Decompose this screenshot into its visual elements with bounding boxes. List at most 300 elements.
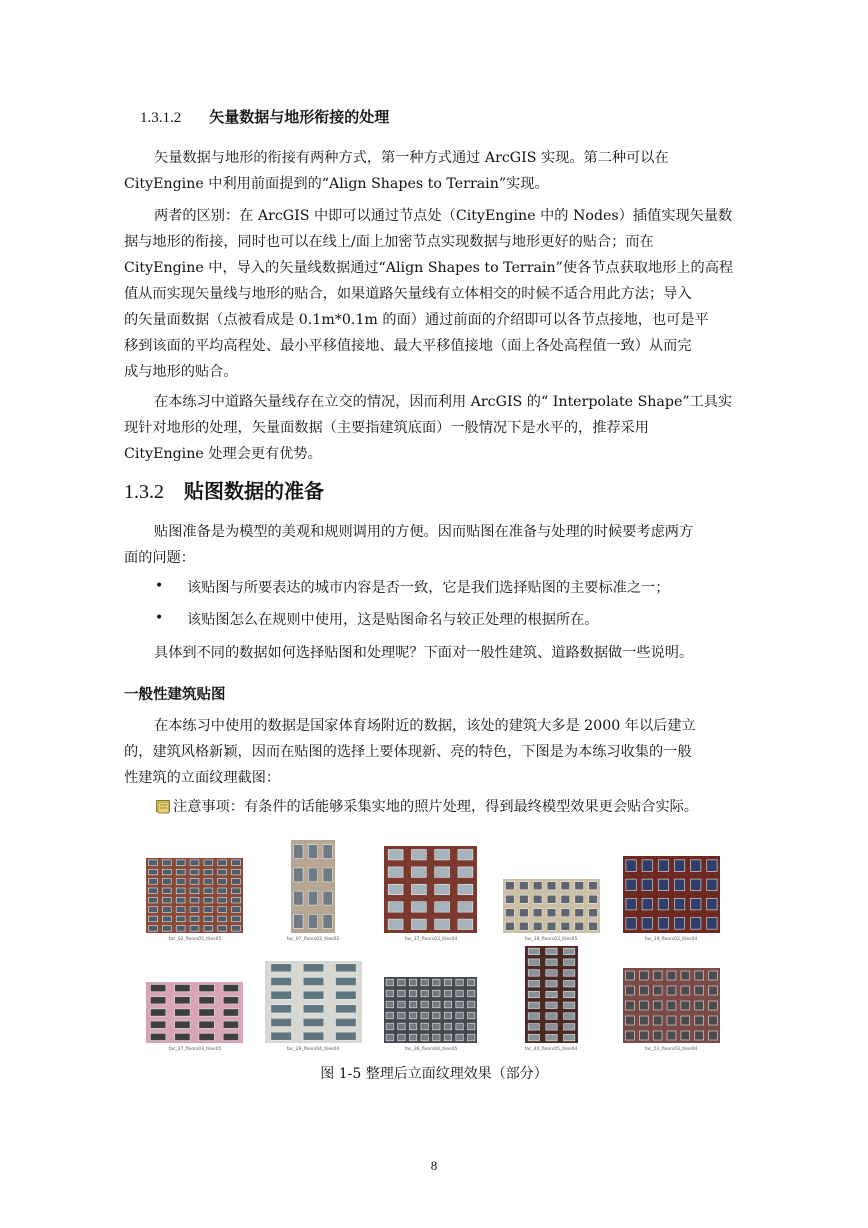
facade-window — [653, 1016, 662, 1025]
texture-caption: fac_51_floors03_tiles04 — [644, 1047, 698, 1052]
facade-window — [323, 845, 332, 859]
facade-window — [547, 922, 556, 930]
facade-window — [386, 979, 393, 986]
facade-window — [458, 884, 473, 894]
facade-window — [175, 997, 191, 1004]
facade-window — [386, 1001, 393, 1008]
facade-window — [456, 990, 463, 997]
facade-window — [294, 845, 303, 859]
texture-image — [146, 982, 243, 1043]
facade-window — [547, 909, 556, 917]
facade-window — [176, 916, 185, 922]
facade-window — [546, 948, 557, 954]
facade-window — [642, 898, 652, 910]
facade-window — [433, 1012, 440, 1019]
facade-window — [386, 990, 393, 997]
facade-window — [458, 867, 473, 877]
facade-window — [162, 897, 171, 903]
subsection-title: 矢量数据与地形衔接的处理 — [209, 108, 390, 126]
facade-window — [519, 909, 528, 917]
facade-window — [232, 926, 241, 932]
facade-window — [148, 869, 157, 875]
facade-window — [681, 986, 690, 995]
facade-window — [467, 1023, 474, 1030]
facade-window — [433, 979, 440, 986]
facade-window — [398, 1012, 405, 1019]
facade-window — [564, 980, 575, 986]
facade-window — [695, 1016, 704, 1025]
facade-window — [232, 907, 241, 913]
facade-window — [148, 926, 157, 932]
facade-window — [223, 1033, 239, 1040]
facade-window — [294, 891, 303, 905]
facade-window — [467, 1034, 474, 1041]
facade-window — [294, 914, 303, 928]
facade-window — [561, 909, 570, 917]
note-icon — [156, 799, 171, 813]
texture-caption: fac_27_floors03_tiles05 — [168, 1047, 222, 1052]
facade-window — [218, 879, 227, 885]
facade-drawing — [291, 840, 335, 933]
facade-window — [681, 1001, 690, 1010]
facade-window — [667, 1016, 676, 1025]
facade-window — [433, 1034, 440, 1041]
facade-window — [707, 898, 717, 910]
paragraph-line: 值从而实现矢量线与地形的贴合，如果道路矢量线有立体相交的时候不适合用此方法；导入 — [124, 286, 692, 302]
facade-window — [546, 970, 557, 976]
facade-window — [639, 1016, 648, 1025]
facade-window — [528, 1034, 539, 1040]
facade-window — [176, 879, 185, 885]
facade-window — [658, 879, 668, 891]
facade-window — [433, 1023, 440, 1030]
facade-window — [303, 1005, 324, 1013]
facade-window — [218, 860, 227, 866]
facade-drawing — [503, 879, 600, 933]
facade-window — [435, 849, 450, 859]
facade-window — [232, 916, 241, 922]
facade-window — [232, 879, 241, 885]
facade-window — [335, 977, 356, 985]
facade-window — [308, 845, 317, 859]
facade-window — [303, 964, 324, 972]
facade-window — [398, 1001, 405, 1008]
facade-window — [175, 984, 191, 991]
facade-window — [456, 1034, 463, 1041]
texture-image — [265, 961, 362, 1043]
facade-window — [409, 1023, 416, 1030]
facade-window — [335, 991, 356, 999]
facade-window — [561, 882, 570, 890]
facade-window — [444, 1023, 451, 1030]
facade-window — [519, 895, 528, 903]
facade-window — [398, 979, 405, 986]
facade-window — [625, 986, 634, 995]
facade-window — [707, 918, 717, 930]
facade-window — [625, 1031, 634, 1040]
paragraph-line: 据与地形的衔接，同时也可以在线上/面上加密节点实现数据与地形更好的贴合；而在 — [124, 234, 654, 250]
facade-window — [575, 882, 584, 890]
facade-window — [589, 922, 598, 930]
facade-window — [421, 990, 428, 997]
facade-window — [667, 971, 676, 980]
facade-window — [175, 1033, 191, 1040]
facade-window — [421, 1012, 428, 1019]
section-number: 1.3.2 — [124, 481, 164, 503]
paragraph-line: 在本练习中道路矢量线存在立交的情况，因而利用 ArcGIS 的“ Interpolate Shape”工具实 — [154, 394, 733, 410]
facade-window — [303, 977, 324, 985]
facade-window — [505, 922, 514, 930]
facade-window — [162, 916, 171, 922]
facade-window — [386, 1023, 393, 1030]
facade-window — [150, 984, 166, 991]
facade-window — [528, 948, 539, 954]
facade-window — [190, 897, 199, 903]
facade-window — [564, 970, 575, 976]
facade-window — [335, 1032, 356, 1040]
facade-window — [546, 980, 557, 986]
facade-drawing — [525, 946, 578, 1043]
facade-window — [444, 979, 451, 986]
texture-caption: fac_17_floors03_tiles04 — [404, 937, 458, 942]
facade-window — [308, 868, 317, 882]
facade-window — [409, 1012, 416, 1019]
facade-drawing — [384, 977, 477, 1043]
facade-window — [456, 979, 463, 986]
facade-window — [162, 869, 171, 875]
facade-window — [421, 1001, 428, 1008]
facade-window — [456, 1001, 463, 1008]
facade-window — [204, 860, 213, 866]
texture-image — [623, 968, 720, 1043]
facade-window — [639, 1031, 648, 1040]
texture-image — [146, 858, 243, 933]
facade-window — [667, 1001, 676, 1010]
facade-window — [204, 897, 213, 903]
facade-window — [204, 879, 213, 885]
facade-drawing — [384, 846, 477, 933]
facade-window — [204, 916, 213, 922]
facade-window — [575, 895, 584, 903]
facade-window — [411, 884, 426, 894]
texture-image — [384, 846, 477, 933]
facade-window — [388, 884, 403, 894]
facade-window — [681, 971, 690, 980]
facade-window — [691, 898, 701, 910]
paragraph-line: 两者的区别：在 ArcGIS 中即可以通过节点处（CityEngine 中的 Nodes）插值实现矢量数 — [154, 208, 733, 224]
facade-window — [519, 922, 528, 930]
texture-image — [503, 879, 600, 933]
bullet-item: 该贴图与所要表达的城市内容是否一致，它是我们选择贴图的主要标准之一； — [187, 580, 670, 596]
facade-window — [294, 868, 303, 882]
facade-window — [467, 979, 474, 986]
facade-window — [444, 1001, 451, 1008]
paragraph-line: 的，建筑风格新颖，因而在贴图的选择上要体现新、亮的特色，下图是为本练习收集的一般 — [124, 744, 692, 760]
facade-window — [589, 895, 598, 903]
paragraph-line: CityEngine 中，导入的矢量线数据通过“Align Shapes to Terrain”使各节点获取地形上的高程 — [124, 260, 734, 276]
texture-image — [623, 856, 720, 933]
facade-window — [589, 909, 598, 917]
facade-window — [528, 991, 539, 997]
facade-window — [204, 869, 213, 875]
facade-window — [709, 971, 718, 980]
facade-drawing — [146, 982, 243, 1043]
facade-window — [695, 1001, 704, 1010]
facade-window — [564, 1013, 575, 1019]
facade-window — [150, 1021, 166, 1028]
facade-window — [561, 895, 570, 903]
facade-window — [303, 1032, 324, 1040]
facade-window — [218, 926, 227, 932]
facade-window — [411, 902, 426, 912]
facade-window — [695, 971, 704, 980]
facade-window — [709, 986, 718, 995]
facade-drawing — [623, 968, 720, 1043]
facade-window — [386, 1012, 393, 1019]
texture-caption: fac_02_floors05_tiles05 — [168, 937, 222, 942]
facade-window — [626, 918, 636, 930]
paragraph-line: 现针对地形的处理，矢量面数据（主要指建筑底面）一般情况下是水平的，推荐采用 — [124, 420, 649, 436]
facade-window — [458, 902, 473, 912]
facade-window — [204, 888, 213, 894]
facade-window — [323, 914, 332, 928]
facade-window — [528, 970, 539, 976]
texture-caption: fac_18_floors03_tiles05 — [524, 937, 578, 942]
facade-window — [626, 898, 636, 910]
facade-window — [691, 918, 701, 930]
facade-window — [148, 907, 157, 913]
facade-window — [626, 879, 636, 891]
facade-window — [190, 888, 199, 894]
facade-window — [175, 1021, 191, 1028]
facade-window — [639, 986, 648, 995]
facade-drawing — [146, 858, 243, 933]
facade-window — [271, 991, 292, 999]
facade-window — [546, 1024, 557, 1030]
facade-window — [199, 984, 215, 991]
facade-window — [411, 867, 426, 877]
facade-window — [435, 867, 450, 877]
facade-window — [681, 1031, 690, 1040]
paragraph-line: 移到该面的平均高程处、最小平移值接地、最大平移值接地（面上各处高程值一致）从而完 — [124, 338, 692, 354]
paragraph-line: 具体到不同的数据如何选择贴图和处理呢？下面对一般性建筑、道路数据做一些说明。 — [154, 645, 694, 661]
facade-window — [642, 879, 652, 891]
facade-window — [444, 1012, 451, 1019]
facade-drawing — [623, 856, 720, 933]
facade-window — [519, 882, 528, 890]
facade-window — [444, 990, 451, 997]
facade-window — [148, 860, 157, 866]
facade-window — [162, 860, 171, 866]
facade-window — [218, 869, 227, 875]
facade-window — [707, 879, 717, 891]
facade-window — [625, 1016, 634, 1025]
facade-window — [150, 1009, 166, 1016]
facade-window — [653, 1031, 662, 1040]
facade-window — [564, 959, 575, 965]
facade-window — [303, 1018, 324, 1026]
facade-wall — [384, 977, 477, 1043]
facade-window — [444, 1034, 451, 1041]
paragraph-line: 在本练习中使用的数据是国家体育场附近的数据，该处的建筑大多是 2000 年以后建立 — [154, 718, 696, 734]
facade-window — [175, 1009, 191, 1016]
facade-window — [223, 1009, 239, 1016]
texture-image — [525, 946, 578, 1043]
facade-window — [190, 916, 199, 922]
facade-window — [642, 918, 652, 930]
facade-window — [642, 860, 652, 872]
facade-window — [667, 1031, 676, 1040]
facade-window — [199, 1009, 215, 1016]
facade-window — [681, 1016, 690, 1025]
facade-window — [232, 888, 241, 894]
facade-window — [218, 907, 227, 913]
facade-window — [190, 860, 199, 866]
facade-window — [176, 926, 185, 932]
facade-window — [190, 926, 199, 932]
facade-window — [204, 926, 213, 932]
facade-window — [707, 860, 717, 872]
bullet-item: 该贴图怎么在规则中使用，这是贴图命名与较正处理的根据所在。 — [187, 612, 599, 628]
facade-window — [388, 849, 403, 859]
facade-window — [709, 1031, 718, 1040]
facade-window — [323, 868, 332, 882]
facade-window — [148, 888, 157, 894]
facade-window — [199, 1021, 215, 1028]
texture-image — [384, 977, 477, 1043]
facade-window — [421, 1023, 428, 1030]
section-title: 贴图数据的准备 — [184, 479, 324, 503]
figure-caption: 图 1-5 整理后立面纹理效果（部分） — [320, 1066, 548, 1082]
facade-window — [421, 979, 428, 986]
facade-window — [433, 1001, 440, 1008]
facade-window — [162, 926, 171, 932]
paragraph-line: 的矢量面数据（点被看成是 0.1m*0.1m 的面）通过前面的介绍即可以各节点接地，也可是平 — [124, 312, 709, 328]
facade-window — [199, 997, 215, 1004]
facade-window — [546, 991, 557, 997]
facade-window — [564, 948, 575, 954]
facade-window — [658, 860, 668, 872]
facade-window — [505, 882, 514, 890]
facade-window — [528, 980, 539, 986]
facade-window — [150, 1033, 166, 1040]
paragraph-line: 贴图准备是为模型的美观和规则调用的方便。因而贴图在准备与处理的时候要考虑两方 — [154, 524, 694, 540]
facade-window — [467, 1001, 474, 1008]
facade-window — [533, 882, 542, 890]
facade-window — [691, 860, 701, 872]
facade-window — [467, 1012, 474, 1019]
facade-window — [398, 990, 405, 997]
facade-window — [435, 884, 450, 894]
facade-window — [456, 1023, 463, 1030]
facade-window — [421, 1034, 428, 1041]
section-heading-132 — [124, 481, 744, 502]
facade-window — [564, 991, 575, 997]
facade-window — [709, 1016, 718, 1025]
facade-window — [223, 984, 239, 991]
facade-window — [190, 869, 199, 875]
facade-window — [658, 898, 668, 910]
facade-window — [308, 914, 317, 928]
facade-window — [323, 891, 332, 905]
bullet-icon: • — [155, 578, 164, 594]
facade-window — [547, 895, 556, 903]
facade-window — [409, 979, 416, 986]
subsection-number: 1.3.1.2 — [140, 110, 182, 126]
facade-window — [398, 1034, 405, 1041]
facade-window — [528, 1002, 539, 1008]
facade-window — [386, 1034, 393, 1041]
subsection-heading-1312 — [140, 107, 760, 128]
facade-window — [695, 1031, 704, 1040]
facade-window — [639, 1001, 648, 1010]
texture-caption: fac_36_floors04_tiles05 — [404, 1047, 458, 1052]
facade-window — [204, 907, 213, 913]
facade-window — [547, 882, 556, 890]
page-number: 8 — [430, 1158, 438, 1173]
facade-wall — [265, 961, 362, 1043]
facade-window — [388, 867, 403, 877]
facade-window — [199, 1033, 215, 1040]
facade-window — [533, 922, 542, 930]
facade-window — [223, 997, 239, 1004]
facade-window — [176, 888, 185, 894]
facade-window — [232, 897, 241, 903]
facade-window — [176, 897, 185, 903]
texture-caption: fac_07_floors03_tiles02 — [286, 937, 340, 942]
facade-window — [653, 971, 662, 980]
facade-window — [271, 1018, 292, 1026]
paragraph-line: 性建筑的立面纹理截图： — [124, 770, 281, 786]
facade-window — [674, 879, 684, 891]
facade-window — [533, 895, 542, 903]
facade-window — [435, 902, 450, 912]
facade-window — [223, 1021, 239, 1028]
facade-window — [411, 919, 426, 929]
facade-window — [409, 1001, 416, 1008]
facade-window — [271, 964, 292, 972]
facade-window — [409, 1034, 416, 1041]
facade-window — [546, 1002, 557, 1008]
facade-window — [575, 922, 584, 930]
facade-window — [335, 964, 356, 972]
texture-caption: fac_40_floors05_tiles04 — [524, 1047, 578, 1052]
facade-window — [625, 1001, 634, 1010]
texture-caption: fac_29_floors04_tiles04 — [286, 1047, 340, 1052]
paragraph-line: 成与地形的贴合。 — [124, 364, 238, 380]
facade-window — [308, 891, 317, 905]
paragraph-line: CityEngine 处理会更有优势。 — [124, 446, 322, 462]
facade-window — [639, 971, 648, 980]
paragraph-line: 矢量数据与地形的衔接有两种方式，第一种方式通过 ArcGIS 实现。第二种可以在 — [154, 150, 669, 166]
texture-image — [291, 840, 335, 933]
facade-window — [271, 1005, 292, 1013]
facade-window — [575, 909, 584, 917]
facade-window — [458, 849, 473, 859]
facade-window — [528, 959, 539, 965]
facade-window — [564, 1002, 575, 1008]
facade-window — [218, 916, 227, 922]
facade-window — [653, 986, 662, 995]
paragraph-line: CityEngine 中利用前面提到的“Align Shapes to Terrain”实现。 — [124, 176, 549, 192]
facade-window — [709, 1001, 718, 1010]
facade-window — [528, 1024, 539, 1030]
facade-window — [546, 1034, 557, 1040]
facade-window — [456, 1012, 463, 1019]
facade-window — [546, 959, 557, 965]
facade-window — [176, 860, 185, 866]
facade-window — [271, 977, 292, 985]
